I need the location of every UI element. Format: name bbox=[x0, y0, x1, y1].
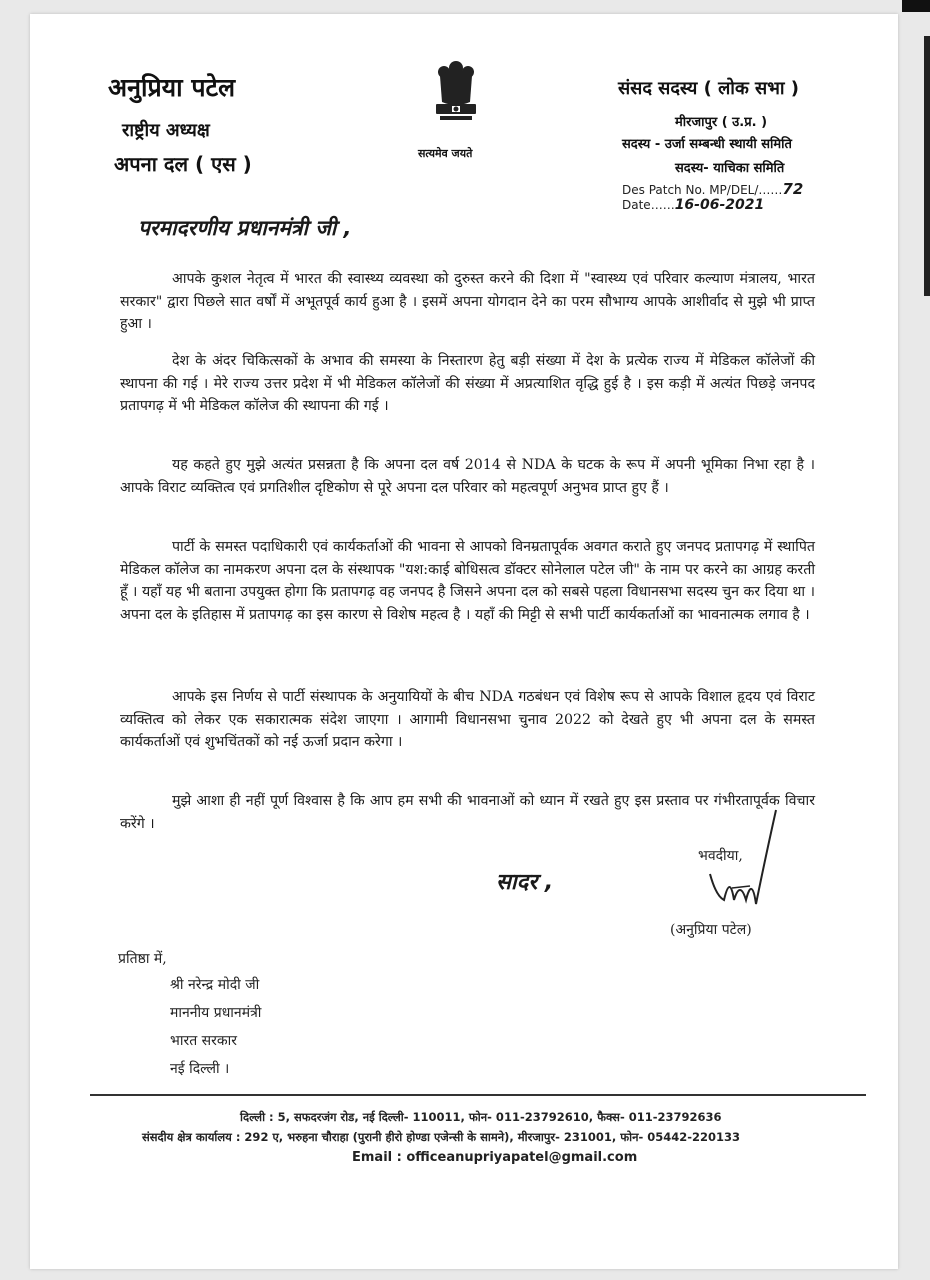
closing-phrase: भवदीया, bbox=[698, 848, 743, 864]
paragraph-3: यह कहते हुए मुझे अत्यंत प्रसन्नता है कि अपना दल वर्ष 2014 से NDA के घटक के रूप में अपनी भूमिका निभा रहा है । आपके विराट व्यक्तित्व एवं प्रगतिशील दृष्टिकोण से पूरे अपना दल परिवार को महत्वपूर्ण अनुभव प्राप्त हुए हैं । bbox=[120, 457, 815, 496]
scan-edge-mark bbox=[924, 36, 930, 296]
constituency: मीरजापुर ( उ.प्र. ) bbox=[675, 115, 768, 130]
sender-role: राष्ट्रीय अध्यक्ष bbox=[122, 120, 210, 141]
despatch-label: Des Patch No. MP/DEL/ bbox=[622, 183, 759, 197]
signatory-name: (अनुप्रिया पटेल) bbox=[670, 922, 752, 938]
sender-name: अनुप्रिया पटेल bbox=[108, 73, 236, 102]
paragraph-2: देश के अंदर चिकित्सकों के अभाव की समस्या के निस्तारण हेतु बड़ी संख्या में देश के प्रत्येक राज्य में मेडिकल कॉलेजों की स्थापना की गई । मेरे राज्य उत्तर प्रदेश में भी मेडिकल कॉलेजों की संख्या में अप्रत्याशित वृद्धि हुई है । इस कड़ी में अत्यंत पिछड़े जनपद प्रतापगढ़ में भी मेडिकल कॉलेज की स्थापना की गई । bbox=[120, 353, 815, 415]
sender-party: अपना दल ( एस ) bbox=[114, 152, 252, 176]
sadar-handwritten: सादर , bbox=[496, 870, 554, 895]
committee-membership-1: सदस्य - उर्जा सम्बन्धी स्थायी समिति bbox=[622, 137, 792, 152]
footer-constituency-address: संसदीय क्षेत्र कार्यालय : 292 ए, भरुहना चौराहा (पुरानी हीरो होण्डा एजेन्सी के सामने), मीरजापुर- 231001, फोन- 05442-220133 bbox=[142, 1130, 741, 1144]
footer-email: Email : officeanupriyapatel@gmail.com bbox=[352, 1150, 638, 1165]
committee-membership-2: सदस्य- याचिका समिति bbox=[675, 161, 785, 176]
paragraph-4: पार्टी के समस्त पदाधिकारी एवं कार्यकर्ताओं की भावना से आपको विनम्रतापूर्वक अवगत कराते हुए जनपद प्रतापगढ़ में स्थापित मेडिकल कॉलेज का नामकरण अपना दल के संस्थापक "यश:काई बोधिसत्व डॉक्टर सोनेलाल पटेल जी" के नाम पर करने का आग्रह करती हूँ । यहाँ यह भी बताना उपयुक्त होगा कि प्रतापगढ़ वह जनपद है जिसने अपना दल को सबसे पहला विधानसभा सदस्य चुन कर दिया था । अपना दल के इतिहास में प्रतापगढ़ का इस कारण से विशेष महत्व है । यहाँ की मिट्टी से सभी पार्टी कार्यकर्ताओं का भावनात्मक लगाव है । bbox=[120, 539, 815, 623]
letter-page bbox=[30, 14, 898, 1269]
footer-delhi-address: दिल्ली : 5, सफदरजंग रोड, नई दिल्ली- 110011, फोन- 011-23792610, फैक्स- 011-23792636 bbox=[240, 1110, 722, 1124]
paragraph-6: मुझे आशा ही नहीं पूर्ण विश्वास है कि आप हम सभी की भावनाओं को ध्यान में रखते हुए इस प्रस्ताव पर गंभीरतापूर्वक विचार करेंगे । bbox=[120, 793, 815, 832]
scan-corner-mark bbox=[902, 0, 930, 12]
national-emblem-icon bbox=[426, 56, 486, 140]
mp-title: संसद सदस्य ( लोक सभा ) bbox=[618, 78, 800, 99]
despatch-number: Des Patch No. MP/DEL/……72 bbox=[622, 180, 804, 198]
date-value: 16-06-2021 bbox=[674, 197, 765, 213]
addressee-line-4: नई दिल्ली । bbox=[170, 1061, 230, 1077]
salutation: परमादरणीय प्रधानमंत्री जी , bbox=[138, 216, 352, 240]
paragraph-5: आपके इस निर्णय से पार्टी संस्थापक के अनुयायियों के बीच NDA गठबंधन एवं विशेष रूप से आपके विशाल हृदय एवं विराट व्यक्तित्व को लेकर एक सकारात्मक संदेश जाएगा । आगामी विधानसभा चुनाव 2022 को देखते हुए भी अपना दल के समस्त कार्यकर्ताओं एवं शुभचिंतकों को नई ऊर्जा प्रदान करेगा । bbox=[120, 689, 815, 751]
signature-icon bbox=[706, 804, 836, 934]
addressee-prefix: प्रतिष्ठा में, bbox=[118, 951, 167, 967]
date-label: Date bbox=[622, 198, 651, 212]
addressee-line-1: श्री नरेन्द्र मोदी जी bbox=[170, 977, 260, 993]
addressee-line-3: भारत सरकार bbox=[170, 1033, 237, 1049]
emblem-motto: सत्यमेव जयते bbox=[418, 147, 473, 160]
addressee-line-2: माननीय प्रधानमंत्री bbox=[170, 1005, 262, 1021]
footer-divider bbox=[90, 1094, 866, 1096]
paragraph-1: आपके कुशल नेतृत्व में भारत की स्वास्थ्य व्यवस्था को दुरुस्त करने की दिशा में "स्वास्थ्य एवं परिवार कल्याण मंत्रालय, भारत सरकार" द्वारा पिछले सात वर्षों में अभूतपूर्व कार्य हुआ है । इसमें अपना योगदान देने का परम सौभाग्य आपके आशीर्वाद से मुझे भी प्राप्त हुआ । bbox=[120, 271, 815, 333]
despatch-value: 72 bbox=[782, 180, 804, 198]
letter-date: Date……16-06-2021 bbox=[622, 197, 765, 213]
